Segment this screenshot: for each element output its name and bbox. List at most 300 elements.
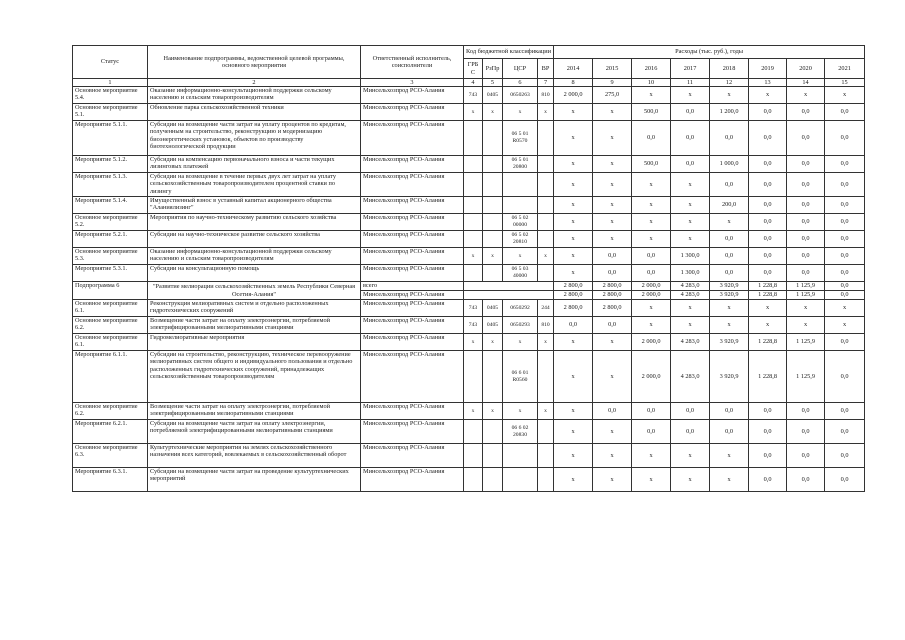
row-code-vr: 810: [538, 317, 554, 334]
row-code-grbs: [464, 197, 483, 214]
row-value: 0,0: [787, 231, 825, 248]
row-executor: Минсельхозпрод РСО-Алания: [361, 334, 464, 351]
row-value: x: [593, 156, 632, 173]
table-row: [73, 197, 865, 214]
row-value: x: [632, 214, 671, 231]
column-number: 15: [825, 79, 865, 87]
row-value: 1 228,8: [749, 282, 787, 291]
table-row: [73, 231, 865, 248]
row-value: 0,0: [825, 351, 865, 403]
row-value: 0,0: [787, 156, 825, 173]
row-value: 0,0: [749, 104, 787, 121]
row-value: x: [554, 468, 593, 492]
row-code-csr: 06 5 01 R0570: [503, 121, 538, 156]
row-code-vr: 244: [538, 300, 554, 317]
row-code-vr: [538, 214, 554, 231]
row-code-rzpr: 0405: [483, 300, 503, 317]
row-code-rzpr: [483, 420, 503, 444]
row-name: Гидромелиоративные мероприятия: [148, 334, 361, 351]
row-value: x: [825, 300, 865, 317]
row-executor: Минсельхозпрод РСО-Алания: [361, 104, 464, 121]
row-name: Мероприятия по научно-техническому развитию сельского хозяйства: [148, 214, 361, 231]
row-value: x: [593, 468, 632, 492]
row-value: 3 920,9: [710, 282, 749, 291]
row-status: Основное мероприятие 5.3.: [73, 248, 148, 265]
row-value: 0,0: [825, 248, 865, 265]
row-value: 0,0: [593, 248, 632, 265]
row-value: 1 125,9: [787, 282, 825, 291]
row-code-vr: [538, 231, 554, 248]
column-number: 5: [483, 79, 503, 87]
column-number: 14: [787, 79, 825, 87]
row-value: 0,0: [787, 468, 825, 492]
row-value: 1 125,9: [787, 334, 825, 351]
row-status: Мероприятие 6.2.1.: [73, 420, 148, 444]
row-code-csr: x: [503, 403, 538, 420]
row-code-grbs: 743: [464, 317, 483, 334]
row-code-vr: [538, 173, 554, 197]
row-executor: Минсельхозпрод РСО-Алания: [361, 121, 464, 156]
column-number: 9: [593, 79, 632, 87]
row-value: 0,0: [825, 104, 865, 121]
row-value: 0,0: [710, 420, 749, 444]
row-value: 2 800,0: [593, 282, 632, 291]
row-value: 0,0: [825, 444, 865, 468]
row-value: 0,0: [632, 403, 671, 420]
row-status: Основное мероприятие 6.1.: [73, 300, 148, 317]
row-code-grbs: [464, 444, 483, 468]
row-executor: Минсельхозпрод РСО-Алания: [361, 317, 464, 334]
row-executor: Минсельхозпрод РСО-Алания: [361, 300, 464, 317]
row-value: 0,0: [749, 214, 787, 231]
row-value: 3 920,9: [710, 334, 749, 351]
column-number: 6: [503, 79, 538, 87]
row-code-rzpr: [483, 351, 503, 403]
subprogram-executor-total: всего: [361, 282, 464, 291]
table-row: [73, 403, 865, 420]
row-value: 0,0: [825, 334, 865, 351]
row-code-csr: 0650293: [503, 317, 538, 334]
row-code-rzpr: x: [483, 248, 503, 265]
row-code-csr: 06 5 03 40000: [503, 265, 538, 282]
row-value: 0,0: [787, 121, 825, 156]
column-number: 1: [73, 79, 148, 87]
row-code-vr: [538, 265, 554, 282]
row-value: x: [593, 104, 632, 121]
row-name: Культуртехнические мероприятия на землях сельскохозяйственного назначения всех категорий, вовлекаемых в сельскохозяйственный оборот: [148, 444, 361, 468]
row-value: 0,0: [749, 121, 787, 156]
row-value: 200,0: [710, 197, 749, 214]
column-number: 10: [632, 79, 671, 87]
row-status: Основное мероприятие 6.3.: [73, 444, 148, 468]
row-code-vr: [538, 197, 554, 214]
row-code-rzpr: 0405: [483, 317, 503, 334]
row-value: x: [554, 334, 593, 351]
row-value: x: [632, 317, 671, 334]
row-value: 2 000,0: [554, 87, 593, 104]
row-code-csr: [503, 444, 538, 468]
row-code-rzpr: [483, 197, 503, 214]
table-row: [73, 214, 865, 231]
row-value: x: [554, 156, 593, 173]
row-executor: Минсельхозпрод РСО-Алания: [361, 231, 464, 248]
row-value: 1 228,8: [749, 334, 787, 351]
row-code-csr: x: [503, 334, 538, 351]
row-code-grbs: 743: [464, 300, 483, 317]
row-value: 0,0: [825, 468, 865, 492]
row-name: Возмещение части затрат на оплату электроэнергии, потребляемой электрифицированными мелиоративными станциями: [148, 403, 361, 420]
row-name: Субсидии на возмещение в течение первых двух лет затрат на уплату сельскохозяйственным товаропроизводителем процентной ставки по лизингу: [148, 173, 361, 197]
row-code-vr: [538, 420, 554, 444]
row-value: 0,0: [710, 231, 749, 248]
row-value: x: [710, 300, 749, 317]
row-value: x: [632, 231, 671, 248]
row-name: Субсидии на возмещение части затрат на уплату процентов по кредитам, полученным на строительство, реконструкцию и модернизацию биоэнергетических установок, объектов по производству биотехнологической продукции: [148, 121, 361, 156]
row-value: x: [554, 420, 593, 444]
row-value: 0,0: [632, 420, 671, 444]
row-value: 2 000,0: [632, 351, 671, 403]
row-value: 0,0: [749, 403, 787, 420]
table-row: [73, 420, 865, 444]
row-code-grbs: x: [464, 403, 483, 420]
table-row: [73, 173, 865, 197]
row-value: 2 800,0: [554, 291, 593, 300]
row-name: Обновление парка сельскохозяйственной техники: [148, 104, 361, 121]
row-value: x: [671, 231, 710, 248]
row-value: x: [710, 444, 749, 468]
row-value: 275,0: [593, 87, 632, 104]
header-year: 2018: [710, 59, 749, 79]
row-code-csr: [503, 468, 538, 492]
row-value: x: [554, 214, 593, 231]
header-year: 2021: [825, 59, 865, 79]
row-name: Имущественный взнос в уставный капитал акционерного общества "Аланиялизинг": [148, 197, 361, 214]
row-code-vr: [538, 156, 554, 173]
row-value: 2 800,0: [554, 282, 593, 291]
subprogram-codes-empty: [464, 291, 554, 300]
table-row: [73, 334, 865, 351]
row-value: 0,0: [825, 197, 865, 214]
row-executor: Минсельхозпрод РСО-Алания: [361, 248, 464, 265]
row-code-rzpr: [483, 265, 503, 282]
row-code-grbs: 743: [464, 87, 483, 104]
row-code-vr: x: [538, 334, 554, 351]
row-code-grbs: [464, 231, 483, 248]
row-value: 1 125,9: [787, 291, 825, 300]
row-value: 3 920,9: [710, 351, 749, 403]
row-value: 0,0: [825, 291, 865, 300]
row-value: x: [554, 197, 593, 214]
column-number: 8: [554, 79, 593, 87]
row-name: Возмещение части затрат на оплату электроэнергии, потребляемой электрифицированными мелиоративными станциями: [148, 317, 361, 334]
row-executor: Минсельхозпрод РСО-Алания: [361, 468, 464, 492]
row-value: x: [671, 197, 710, 214]
table-row: [73, 121, 865, 156]
row-value: x: [593, 214, 632, 231]
subprogram-row-total: [73, 282, 865, 291]
row-code-grbs: [464, 351, 483, 403]
row-code-rzpr: [483, 444, 503, 468]
row-status: Мероприятие 5.2.1.: [73, 231, 148, 248]
row-value: 0,0: [593, 265, 632, 282]
row-code-vr: x: [538, 403, 554, 420]
row-status: Основное мероприятие 6.2.: [73, 403, 148, 420]
row-value: 4 283,0: [671, 351, 710, 403]
row-status: Мероприятие 5.1.3.: [73, 173, 148, 197]
row-code-vr: 810: [538, 87, 554, 104]
row-value: 0,0: [632, 121, 671, 156]
row-code-grbs: x: [464, 104, 483, 121]
row-value: 0,0: [671, 121, 710, 156]
row-code-rzpr: x: [483, 403, 503, 420]
row-name: Субсидии на возмещение части затрат на оплату электроэнергии, потребляемой электрифицированными мелиоративными станциями: [148, 420, 361, 444]
row-value: 0,0: [825, 121, 865, 156]
row-value: x: [593, 444, 632, 468]
expenses-table: [72, 45, 865, 492]
row-value: 0,0: [749, 231, 787, 248]
table-row: [73, 468, 865, 492]
row-name: Оказание информационно-консультационной поддержки сельскому населению и сельским товаропроизводителям: [148, 87, 361, 104]
row-value: 0,0: [593, 317, 632, 334]
table-row: [73, 156, 865, 173]
row-value: x: [554, 444, 593, 468]
row-code-vr: [538, 468, 554, 492]
row-code-vr: [538, 121, 554, 156]
row-value: x: [593, 197, 632, 214]
row-status: Мероприятие 5.1.4.: [73, 197, 148, 214]
table-row: [73, 104, 865, 121]
row-name: Оказание информационно-консультационной поддержки сельскому населению и сельским товаропроизводителям: [148, 248, 361, 265]
row-code-csr: x: [503, 104, 538, 121]
header-budget-code: Код бюджетной классификации: [464, 46, 554, 59]
row-value: x: [787, 317, 825, 334]
row-value: 2 000,0: [632, 291, 671, 300]
row-executor: Минсельхозпрод РСО-Алания: [361, 403, 464, 420]
row-value: 0,0: [825, 214, 865, 231]
header-code-vr: ВР: [538, 59, 554, 79]
row-value: 0,0: [787, 248, 825, 265]
row-status: Основное мероприятие 6.2.: [73, 317, 148, 334]
row-value: 0,0: [749, 444, 787, 468]
row-value: 0,0: [554, 317, 593, 334]
row-value: x: [554, 231, 593, 248]
row-name: Субсидии на консультационную помощь: [148, 265, 361, 282]
table-row: [73, 351, 865, 403]
row-value: 0,0: [825, 173, 865, 197]
row-value: 0,0: [671, 104, 710, 121]
header-code-rzpr: РзПр: [483, 59, 503, 79]
row-value: 0,0: [787, 420, 825, 444]
row-value: x: [671, 173, 710, 197]
header-year: 2020: [787, 59, 825, 79]
header-year: 2016: [632, 59, 671, 79]
row-code-grbs: x: [464, 248, 483, 265]
row-value: x: [554, 248, 593, 265]
row-value: x: [554, 104, 593, 121]
row-value: x: [554, 173, 593, 197]
row-value: 4 283,0: [671, 282, 710, 291]
subprogram-codes-empty: [464, 282, 554, 291]
row-code-csr: 0650292: [503, 300, 538, 317]
row-code-grbs: [464, 214, 483, 231]
header-year: 2017: [671, 59, 710, 79]
row-value: 0,0: [825, 231, 865, 248]
header-executor: Ответственный исполнитель, соисполнители: [361, 46, 464, 79]
row-code-grbs: [464, 121, 483, 156]
row-value: 2 800,0: [593, 300, 632, 317]
row-value: x: [787, 87, 825, 104]
column-number: 7: [538, 79, 554, 87]
row-code-rzpr: x: [483, 334, 503, 351]
row-value: 0,0: [787, 104, 825, 121]
row-code-csr: x: [503, 248, 538, 265]
row-value: 0,0: [749, 468, 787, 492]
row-value: 0,0: [749, 265, 787, 282]
row-status: Основное мероприятие 5.1.: [73, 104, 148, 121]
row-value: x: [632, 173, 671, 197]
row-code-vr: [538, 444, 554, 468]
row-status: Мероприятие 5.3.1.: [73, 265, 148, 282]
row-code-csr: [503, 197, 538, 214]
row-value: x: [671, 317, 710, 334]
row-value: 1 300,0: [671, 265, 710, 282]
row-status: Основное мероприятие 6.1.: [73, 334, 148, 351]
row-value: 0,0: [787, 265, 825, 282]
row-value: 0,0: [710, 248, 749, 265]
header-year: 2015: [593, 59, 632, 79]
table-row: [73, 248, 865, 265]
row-value: 1 200,0: [710, 104, 749, 121]
row-value: 2 800,0: [554, 300, 593, 317]
row-value: 1 000,0: [710, 156, 749, 173]
row-value: 0,0: [671, 156, 710, 173]
row-value: x: [671, 300, 710, 317]
row-value: x: [632, 197, 671, 214]
row-status: Основное мероприятие 5.4.: [73, 87, 148, 104]
row-value: 0,0: [825, 282, 865, 291]
row-value: 0,0: [710, 173, 749, 197]
row-value: x: [632, 87, 671, 104]
row-status: Мероприятие 6.1.1.: [73, 351, 148, 403]
row-value: x: [710, 468, 749, 492]
row-value: x: [787, 300, 825, 317]
header-code-grbs: ГРБС: [464, 59, 483, 79]
row-value: x: [671, 444, 710, 468]
row-value: x: [671, 468, 710, 492]
row-value: x: [554, 351, 593, 403]
column-number: 2: [148, 79, 361, 87]
row-code-rzpr: x: [483, 104, 503, 121]
row-value: x: [593, 420, 632, 444]
row-value: x: [632, 300, 671, 317]
row-value: 0,0: [825, 156, 865, 173]
row-value: x: [749, 87, 787, 104]
row-value: x: [749, 300, 787, 317]
row-name: Субсидии на строительство, реконструкцию, техническое перевооружение мелиоративных систем общего и индивидуального пользования и отдельно расположенных гидротехнических сооружений, принадлежащих сельскохозяйственным товаропроизводителям: [148, 351, 361, 403]
row-value: 0,0: [749, 156, 787, 173]
row-value: x: [632, 468, 671, 492]
row-code-csr: 0650263: [503, 87, 538, 104]
row-status: Мероприятие 5.1.2.: [73, 156, 148, 173]
row-executor: Минсельхозпрод РСО-Алания: [361, 156, 464, 173]
row-value: 1 228,8: [749, 351, 787, 403]
row-executor: Минсельхозпрод РСО-Алания: [361, 420, 464, 444]
row-value: x: [671, 214, 710, 231]
row-value: x: [710, 317, 749, 334]
row-status: Мероприятие 6.3.1.: [73, 468, 148, 492]
table-row: [73, 300, 865, 317]
row-code-csr: 06 6 02 20830: [503, 420, 538, 444]
header-year: 2019: [749, 59, 787, 79]
row-value: x: [554, 121, 593, 156]
row-value: 0,0: [825, 420, 865, 444]
row-value: x: [593, 351, 632, 403]
row-code-grbs: [464, 468, 483, 492]
row-name: Субсидии на компенсацию первоначального взноса и части текущих лизинговых платежей: [148, 156, 361, 173]
subprogram-name: "Развитие мелиорации сельскохозяйственных земель Республики Северная Осетия-Алания": [148, 282, 361, 300]
row-value: 0,0: [749, 420, 787, 444]
row-executor: Минсельхозпрод РСО-Алания: [361, 444, 464, 468]
row-executor: Минсельхозпрод РСО-Алания: [361, 351, 464, 403]
row-value: 0,0: [593, 403, 632, 420]
header-expenses: Расходы (тыс. руб.), годы: [554, 46, 865, 59]
row-code-grbs: [464, 156, 483, 173]
column-number: 13: [749, 79, 787, 87]
header-name: Наименование подпрограммы, ведомственной целевой программы, основного мероприятия: [148, 46, 361, 79]
row-code-grbs: [464, 173, 483, 197]
table-row: [73, 444, 865, 468]
row-value: 1 300,0: [671, 248, 710, 265]
row-code-csr: 06 6 01 R0560: [503, 351, 538, 403]
row-code-csr: 06 5 02 20810: [503, 231, 538, 248]
row-value: x: [593, 173, 632, 197]
row-value: 0,0: [710, 121, 749, 156]
column-number: 11: [671, 79, 710, 87]
row-code-rzpr: [483, 121, 503, 156]
column-numbers-row: [73, 79, 865, 87]
row-value: x: [710, 87, 749, 104]
column-number: 3: [361, 79, 464, 87]
row-value: 2 000,0: [632, 282, 671, 291]
row-value: x: [825, 87, 865, 104]
row-value: 4 283,0: [671, 334, 710, 351]
row-value: 4 283,0: [671, 291, 710, 300]
row-value: x: [593, 334, 632, 351]
row-value: 500,0: [632, 156, 671, 173]
row-executor: Минсельхозпрод РСО-Алания: [361, 87, 464, 104]
row-value: x: [593, 121, 632, 156]
subprogram-status: Подпрограмма 6: [73, 282, 148, 300]
row-value: 2 000,0: [632, 334, 671, 351]
row-value: x: [710, 214, 749, 231]
row-code-rzpr: [483, 231, 503, 248]
row-value: 1 125,9: [787, 351, 825, 403]
header-status: Статус: [73, 46, 148, 79]
row-value: 0,0: [825, 265, 865, 282]
table-row: [73, 265, 865, 282]
row-code-vr: x: [538, 104, 554, 121]
row-status: Основное мероприятие 5.2.: [73, 214, 148, 231]
row-code-vr: x: [538, 248, 554, 265]
row-value: x: [671, 87, 710, 104]
row-value: 0,0: [825, 403, 865, 420]
row-code-csr: 06 5 01 20800: [503, 156, 538, 173]
row-value: 0,0: [787, 173, 825, 197]
row-value: 0,0: [749, 173, 787, 197]
row-code-rzpr: 0405: [483, 87, 503, 104]
row-value: x: [593, 231, 632, 248]
row-executor: Минсельхозпрод РСО-Алания: [361, 265, 464, 282]
